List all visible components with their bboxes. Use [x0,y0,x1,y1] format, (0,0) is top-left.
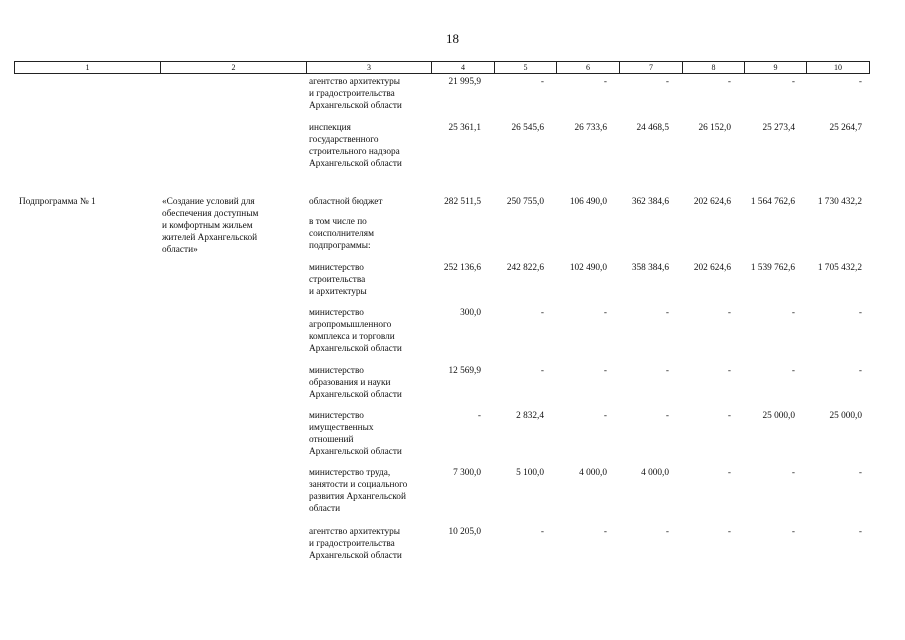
budget-value-cell: - [603,308,607,318]
budget-value-cell: 25 000,0 [829,411,862,421]
budget-value-cell: - [791,468,795,478]
budget-value-cell: 7 300,0 [453,468,481,478]
executor-name: агентство архитектуры и градостроительства Архангельской области [309,77,402,111]
budget-value-cell: - [727,468,731,478]
budget-value-cell: - [858,77,862,87]
budget-value-cell: 4 000,0 [579,468,607,478]
column-number-cell: 6 [557,62,620,74]
budget-value-cell: - [727,366,731,376]
subprogram-name: «Создание условий для обеспечения доступным и комфортным жильем жителей Архангельской области» [162,197,259,255]
budget-value-cell: 282 511,5 [444,197,481,207]
budget-value-cell: - [791,527,795,537]
budget-value-cell: 252 136,6 [443,263,481,273]
column-number-cell: 10 [807,62,870,74]
budget-value-cell: 250 755,0 [506,197,544,207]
budget-value-cell: 300,0 [460,308,481,318]
budget-value-cell: - [540,77,544,87]
executor-name: министерство труда, занятости и социального развития Архангельской области [309,468,408,514]
budget-value-cell: 242 822,6 [506,263,544,273]
executor-name: инспекция государственного строительного надзора Архангельской области [309,123,402,169]
executor-name: областной бюджет [309,197,383,207]
budget-value-cell: - [477,411,481,421]
budget-value-cell: - [665,308,669,318]
budget-value-cell: - [858,366,862,376]
budget-value-cell: - [665,77,669,87]
budget-value-cell: - [727,411,731,421]
executor-name: министерство имущественных отношений Архангельской области [309,411,402,457]
budget-value-cell: 5 100,0 [516,468,544,478]
column-number-cell: 1 [15,62,161,74]
budget-value-cell: - [603,411,607,421]
budget-value-cell: 21 995,9 [448,77,481,87]
column-number-cell: 5 [495,62,557,74]
budget-value-cell: - [665,411,669,421]
executor-name: министерство образования и науки Архангельской области [309,366,402,400]
budget-value-cell: - [603,527,607,537]
budget-value-cell: 26 152,0 [698,123,731,133]
budget-value-cell: 362 384,6 [631,197,669,207]
budget-value-cell: - [858,468,862,478]
budget-value-cell: - [540,308,544,318]
budget-value-cell: 102 490,0 [569,263,607,273]
budget-value-cell: 1 705 432,2 [817,263,862,273]
budget-value-cell: - [665,527,669,537]
page-number: 18 [446,31,459,46]
column-number-cell: 4 [432,62,495,74]
budget-value-cell: 1 539 762,6 [750,263,795,273]
budget-value-cell: - [603,77,607,87]
budget-value-cell: 106 490,0 [569,197,607,207]
column-number-cell: 7 [620,62,683,74]
budget-value-cell: 202 624,6 [693,197,731,207]
budget-value-cell: 1 730 432,2 [817,197,862,207]
column-number-cell: 9 [745,62,807,74]
budget-value-cell: - [727,77,731,87]
executor-name: в том числе по соисполнителям подпрограммы: [309,217,374,251]
budget-value-cell: - [603,366,607,376]
budget-value-cell: - [540,527,544,537]
budget-value-cell: 26 545,6 [511,123,544,133]
budget-value-cell: 2 832,4 [516,411,544,421]
budget-value-cell: - [540,366,544,376]
executor-name: агентство архитектуры и градостроительства Архангельской области [309,527,402,561]
column-number-header [14,61,870,74]
column-number-cell: 8 [683,62,745,74]
budget-value-cell: - [665,366,669,376]
budget-value-cell: - [727,527,731,537]
budget-value-cell: - [727,308,731,318]
budget-value-cell: 25 361,1 [448,123,481,133]
budget-value-cell: - [858,527,862,537]
budget-value-cell: - [791,77,795,87]
budget-value-cell: 24 468,5 [636,123,669,133]
budget-value-cell: 10 205,0 [448,527,481,537]
budget-value-cell: 25 264,7 [829,123,862,133]
budget-value-cell: - [858,308,862,318]
executor-name: министерство строительства и архитектуры [309,263,367,297]
budget-value-cell: 1 564 762,6 [750,197,795,207]
budget-value-cell: - [791,308,795,318]
budget-value-cell: 358 384,6 [631,263,669,273]
executor-name: министерство агропромышленного комплекса и торговли Архангельской области [309,308,402,354]
budget-value-cell: - [791,366,795,376]
budget-value-cell: 202 624,6 [693,263,731,273]
budget-value-cell: 25 000,0 [762,411,795,421]
column-number-cell: 2 [161,62,307,74]
budget-value-cell: 12 569,9 [448,366,481,376]
column-number-cell: 3 [307,62,432,74]
budget-value-cell: 25 273,4 [762,123,795,133]
budget-value-cell: 4 000,0 [641,468,669,478]
subprogram-label: Подпрограмма № 1 [19,197,96,207]
budget-value-cell: 26 733,6 [574,123,607,133]
